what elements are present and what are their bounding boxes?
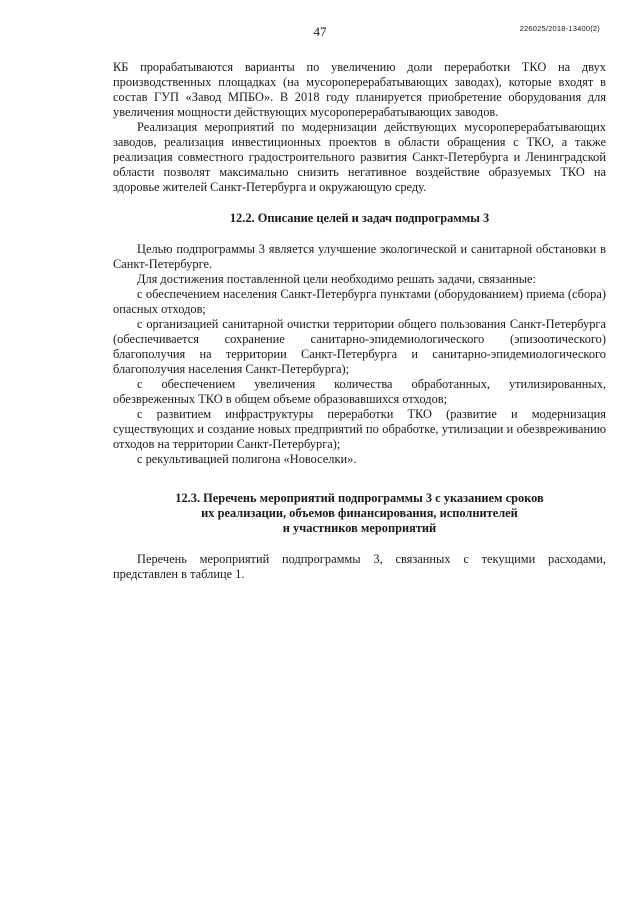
section-heading-12-3	[113, 491, 606, 536]
paragraph-goal: Целью подпрограммы 3 является улучшение экологической и санитарной обстановки в Санкт-Петербурге.	[113, 242, 606, 271]
task-item: с организацией санитарной очистки территории общего пользования Санкт-Петербурга (обеспечивается сохранение санитарно-эпидемиологического (эпизоотического) благополучия на территории Санкт-Петербурга и санитарно-эпидемиологического благополучия населения Санкт-Петербурга);	[113, 317, 606, 376]
paragraph-tasks-intro: Для достижения поставленной цели необходимо решать задачи, связанные:	[137, 272, 536, 286]
section-heading-12-2: 12.2. Описание целей и задач подпрограммы 3	[229, 211, 490, 225]
section-heading-line: 12.3. Перечень мероприятий подпрограммы 3 с указанием сроков	[175, 491, 544, 505]
document-id: 226025/2018-13400(2)	[519, 24, 600, 33]
task-item: с рекультивацией полигона «Новоселки».	[137, 452, 357, 466]
document-body	[113, 60, 606, 582]
page-number: 47	[313, 24, 327, 39]
task-item: с обеспечением увеличения количества обработанных, утилизированных, обезвреженных ТКО в общем объеме образовавшихся отходов;	[113, 377, 606, 406]
task-item: с обеспечением населения Санкт-Петербурга пунктами (оборудованием) приема (сбора) опасных отходов;	[113, 287, 606, 316]
paragraph-intro-1: КБ прорабатываются варианты по увеличению доли переработки ТКО на двух производственных площадках (на мусороперерабатывающих заводах), которые входят в состав ГУП «Завод МПБО». В 2018 году планируется приобретение оборудования для увеличения мощности действующих мусороперерабатывающих заводов.	[113, 60, 606, 119]
paragraph-intro-2: Реализация мероприятий по модернизации действующих мусороперерабатывающих заводов, реализация инвестиционных проектов в области обращения с ТКО, а также реализация совместного градостроительного развития Санкт-Петербурга и Ленинградской области позволят максимально снизить негативное воздействие образуемых ТКО на здоровье жителей Санкт-Петербурга и окружающую среду.	[113, 120, 606, 194]
section-heading-line: и участников мероприятий	[282, 521, 437, 535]
task-item: с развитием инфраструктуры переработки ТКО (развитие и модернизация существующих и создание новых предприятий по обработке, утилизации и обезвреживанию отходов на территории Санкт-Петербурга);	[113, 407, 606, 451]
section-heading-line: их реализации, объемов финансирования, исполнителей	[201, 506, 518, 520]
paragraph-measures-list: Перечень мероприятий подпрограммы 3, связанных с текущими расходами, представлен в таблице 1.	[113, 552, 606, 581]
